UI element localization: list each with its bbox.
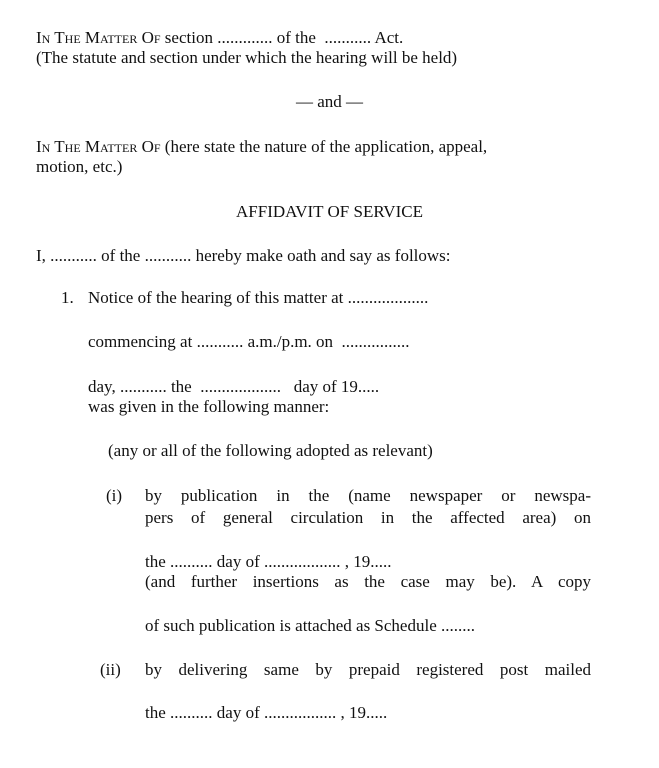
item-i-line-3: the .......... day of .................. , 19..... — [145, 552, 392, 571]
item-i-line-4: (and further insertions as the case may be). A copy — [145, 572, 591, 591]
item-i-line-5: of such publication is attached as Schedule ........ — [145, 616, 475, 635]
para-line-2: commencing at ........... a.m./p.m. on ................ — [88, 332, 410, 351]
item-ii-line-2: the .......... day of ................. , 19..... — [145, 703, 388, 722]
document-title: AFFIDAVIT OF SERVICE — [236, 202, 423, 221]
matter-line-1 — [36, 28, 403, 48]
para-line-4: was given in the following manner: — [88, 397, 330, 416]
matter-label-1: In The Matter Of — [36, 28, 161, 47]
item-marker-ii: (ii) — [100, 660, 121, 679]
item-marker-i: (i) — [106, 486, 123, 505]
item-ii-line-1: by delivering same by prepaid registered post mailed — [145, 660, 591, 679]
para-instruction: (any or all of the following adopted as relevant) — [108, 441, 433, 460]
para-line-1: Notice of the hearing of this matter at ................... — [88, 288, 429, 307]
matter-text-1: section ............. of the ........... Act. — [160, 28, 404, 47]
matter-note: (The statute and section under which the hearing will be held) — [36, 48, 458, 67]
and-separator: — and — — [295, 92, 364, 111]
para-number: 1. — [61, 288, 74, 307]
oath-line: I, ........... of the ........... hereby make oath and say as follows: — [36, 246, 451, 265]
item-i-line-1: by publication in the (name newspaper or newspa- — [145, 486, 591, 505]
para-line-3: day, ........... the ................... day of 19..... — [88, 377, 380, 396]
item-i-line-2: pers of general circulation in the affected area) on — [145, 508, 591, 527]
matter-line-2 — [36, 137, 487, 157]
matter-line-2b: motion, etc.) — [36, 157, 123, 176]
matter-text-2: (here state the nature of the application, appeal, — [160, 137, 488, 156]
matter-label-2: In The Matter Of — [36, 137, 161, 156]
